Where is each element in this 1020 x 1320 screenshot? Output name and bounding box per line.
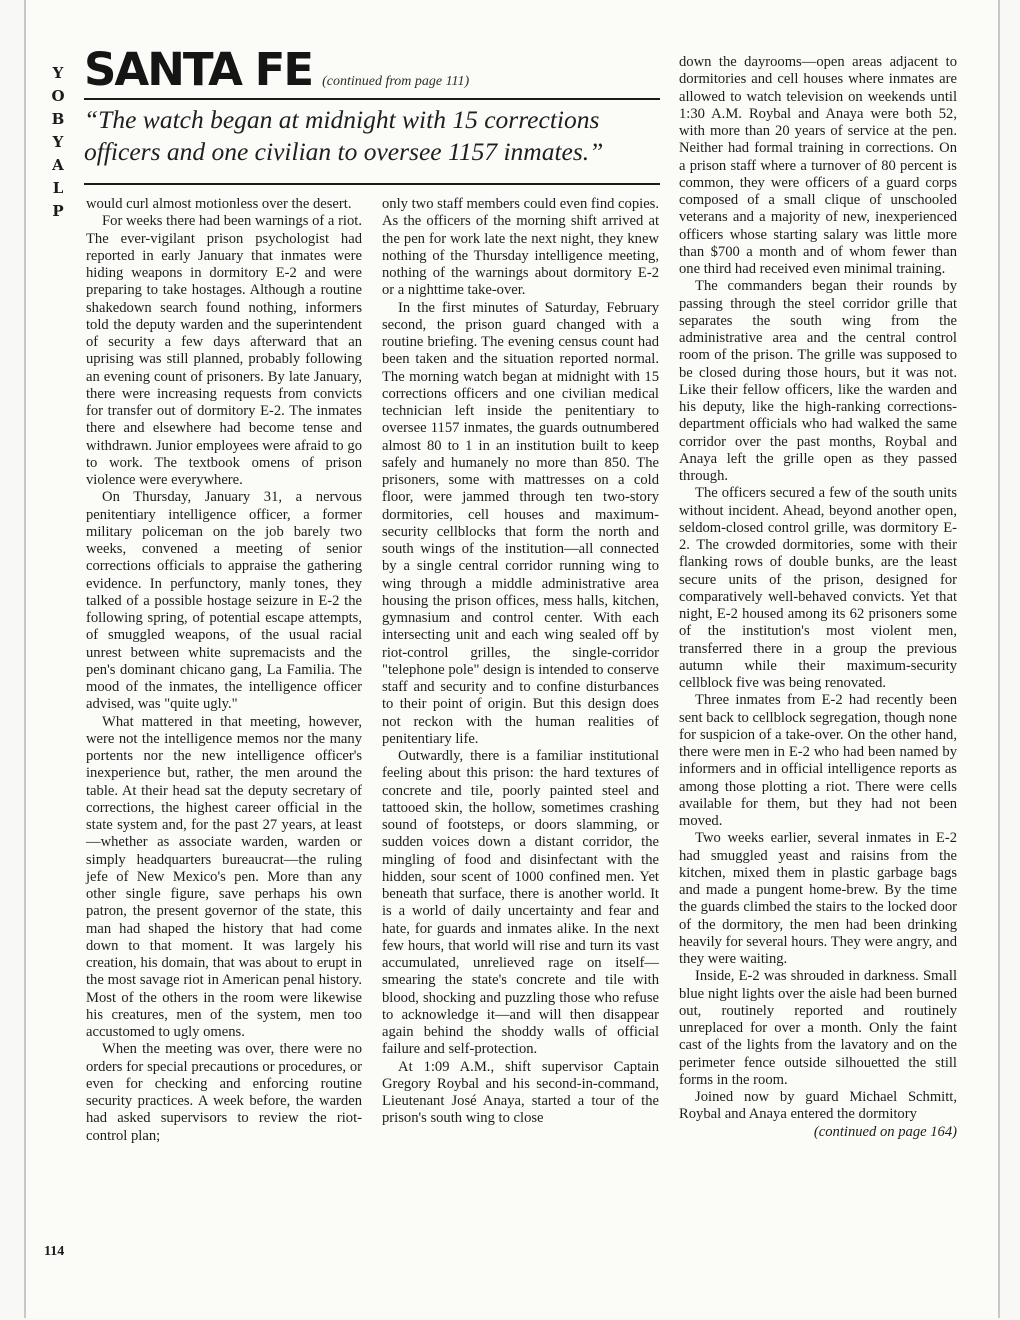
paragraph: What mattered in that meeting, however, were not the intelligence memos nor the many portents nor the new intelligence officer's inexperience but, rather, the men around the table. At their head sat the deputy secretary of corrections, the highest career official in the state system and, for the past 27 years, at least—whether as associate warden, warden or simply headquarters bureaucrat—the ruling jefe of New Mexico's pen. More than any other single figure, save perhaps his own patron, the present governor of the state, this man had shaped the history that had come down to that moment. It was largely his creation, his domain, that was about to erupt in the most savage riot in American penal history. Most of the others in the room were likewise his creatures, men of the system, men too accustomed to ugly omens. — [86, 713, 362, 1040]
paragraph: Outwardly, there is a familiar institutional feeling about this prison: the hard textures of concrete and tile, poorly painted steel and tattooed skin, the hollow, sometimes crashing sound of footsteps, or doors slamming, or sudden voices down a distant corridor, the mingling of food and disinfectant with the hidden, sour scent of 1000 confined men. Yet beneath that surface, there is another world. It is a world of daily uncertainty and fear and hate, for guards and inmates alike. In the next few hours, that world will rise and turn its vast accumulated, unrelieved rage on itself—smearing the state's concrete and tile with blood, shocking and puzzling those who refuse to acknowledge it—and will then disappear again behind the shoddy walls of official failure and self-protection. — [382, 748, 659, 1058]
paragraph: In the first minutes of Saturday, February second, the prison guard changed with a routine briefing. The evening census count had been taken and the situation reported normal. The morning watch began at midnight with 15 corrections officers and one civilian medical technician left inside the penitentiary to oversee 1157 inmates, the guards outnumbered almost 80 to 1 in an institution built to keep safely and humanely no more than 850. The prisoners, some with mattresses on a cold floor, were jammed through ten two-story dormitories, cell houses and maximum-security cellblocks that form the north and south wings of the institution—all connected by a single central corridor running wing to wing through a middle administrative area housing the prison offices, mess halls, kitchen, gymnasium and control center. With each intersecting unit and each wing sealed off by riot-control grilles, the single-corridor "telephone pole" design is intended to conserve staff and security and to confine disturbances to their point of origin. But this design does not reckon with the human realities of penitentiary life. — [382, 299, 659, 747]
paragraph: Joined now by guard Michael Schmitt, Roybal and Anaya entered the dormitory — [679, 1089, 957, 1123]
vertical-magazine-name — [48, 62, 68, 223]
paragraph: On Thursday, January 31, a nervous penitentiary intelligence officer, a former military policeman on the job barely two weeks, convened a meeting of senior corrections officials to appraise the gathering evidence. In perfunctory, manly tones, they talked of a possible hostage seizure in E-2 the following spring, of potential escape attempts, of smuggled weapons, of the usual racial unrest between white supremacists and the pen's dominant chicano gang, La Familia. The mood of the inmates, the intelligence officer advised, was "quite ugly." — [86, 489, 362, 713]
article-header — [84, 43, 664, 96]
brand-letter: O — [51, 87, 65, 105]
page-number: 114 — [44, 1244, 65, 1259]
text-column-3 — [679, 54, 957, 1141]
brand-letter: B — [51, 110, 65, 128]
pull-quote-rule — [84, 183, 660, 185]
paragraph: When the meeting was over, there were no orders for special precautions or procedures, or even for checking and enforcing routine security practices. A week before, the warden had asked supervisors to review the riot-control plan; — [86, 1041, 362, 1144]
paragraph: The officers secured a few of the south units without incident. Ahead, beyond another open, seldom-closed control grille, was dormitory E-2. The crowded dormitories, some with their flanking rows of double bunks, are the least secure units of the prison, designed for comparatively well-behaved convicts. Yet that night, E-2 housed among its 62 prisoners some of the institution's most violent men, transferred there in a group the previous autumn while their maximum-security cellblock five was being renovated. — [679, 485, 957, 691]
paragraph: Two weeks earlier, several inmates in E-2 had smuggled yeast and raisins from the kitchen, mixed them in plastic garbage bags and made a pungent home-brew. By the time the guards climbed the stairs to the locked door of the dormitory, the men had been drinking heavily for several hours. They were angry, and they were waiting. — [679, 830, 957, 967]
header-rule — [84, 98, 660, 100]
paragraph: Inside, E-2 was shrouded in darkness. Small blue night lights over the aisle had been burned out, routinely reported and routinely unreplaced for over a month. Only the faint cast of the lights from the lavatory and on the perimeter fence outside silhouetted the still forms in the room. — [679, 968, 957, 1088]
brand-letter: L — [52, 179, 64, 197]
paragraph: The commanders began their rounds by passing through the steel corridor grille that separates the south wing from the administrative area and the central control room of the prison. The grille was supposed to be closed during those hours, but it was not. Like their fellow officers, like the warden and his deputy, like the high-ranking corrections-department officials who had walked the same corridor over the past months, Roybal and Anaya left the grille open as they passed through. — [679, 278, 957, 484]
brand-letter: Y — [52, 64, 64, 82]
paragraph: would curl almost motionless over the desert. — [86, 196, 352, 212]
article-title: SANTA FE — [84, 43, 313, 96]
paragraph: At 1:09 A.M., shift supervisor Captain Gregory Roybal and his second-in-command, Lieutenant José Anaya, started a tour of the prison's south wing to close — [382, 1058, 659, 1127]
paragraph: For weeks there had been warnings of a riot. The ever-vigilant prison psychologist had reported in early January that inmates were hiding weapons in dormitory E-2 and were preparing to take hostages. Although a routine shakedown search found nothing, informers told the deputy warden and the superintendent of security a few days afterward that an uprising was still planned, probably following an evening count of prisoners. By late January, there were increasing requests from convicts for transfer out of dormitory E-2. The inmates there and elsewhere had become tense and withdrawn. Junior employees were afraid to go to work. The textbook omens of prison violence were everywhere. — [86, 213, 362, 488]
text-column-1 — [86, 196, 362, 1145]
brand-letter: A — [52, 156, 64, 174]
paragraph: only two staff members could even find copies. As the officers of the morning shift arrived at the pen for work late the next night, they knew nothing of the Thursday intelligence meeting, nothing of the warnings about dormitory E-2 or a nighttime take-over. — [382, 196, 659, 299]
paragraph: down the dayrooms—open areas adjacent to dormitories and cell houses where inmates are allowed to watch television on weekends until 1:30 A.M. Roybal and Anaya were both 52, with more than 20 years of service at the pen. Neither had formal training in corrections. On a prison staff where a turnover of 80 percent is common, they were officers of a guard corps composed of a small clique of unschooled veterans and a majority of new, inexperienced officers whose starting salary was little more than $700 a month and of whom fewer than one third had received even minimal training. — [679, 54, 957, 277]
brand-letter: Y — [52, 133, 64, 151]
continued-from-note: (continued from page 111) — [322, 74, 470, 89]
paragraph: Three inmates from E-2 had recently been sent back to cellblock segregation, though none for suspicion of a take-over. On the other hand, there were men in E-2 who had been named by informers and in official intelligence reports as among those plotting a riot. There were cells available for them, but they had not been moved. — [679, 692, 957, 829]
brand-letter: P — [52, 202, 64, 220]
pull-quote: “The watch began at midnight with 15 corrections officers and one civilian to oversee 1157 inmates.” — [84, 105, 604, 166]
text-column-2 — [382, 196, 659, 1128]
continued-on-note: (continued on page 164) — [813, 1123, 957, 1140]
